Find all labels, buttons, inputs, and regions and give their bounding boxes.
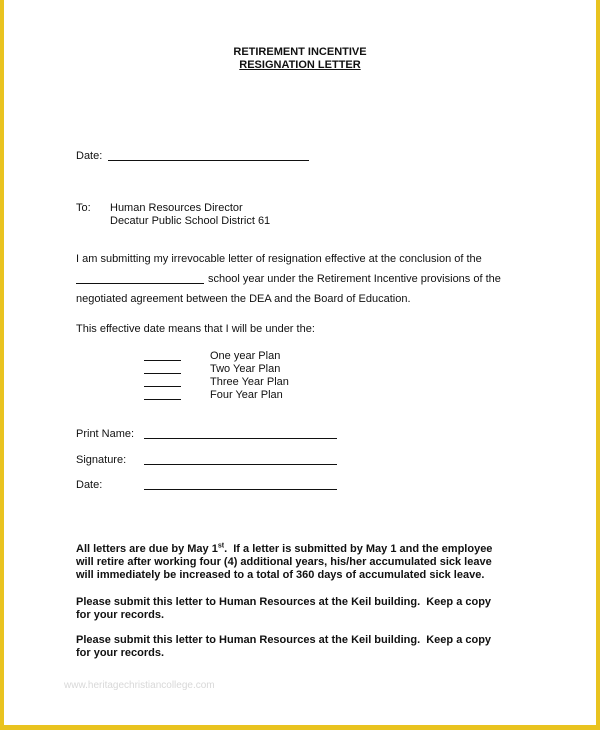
print-name-blank[interactable]: [144, 438, 337, 439]
to-label: To:: [76, 202, 91, 214]
bottom-date-blank[interactable]: [144, 489, 337, 490]
body-line-2: school year under the Retirement Incentive provisions of the: [208, 273, 501, 285]
school-year-blank[interactable]: [76, 283, 204, 284]
effective-text: This effective date means that I will be under the:: [76, 323, 315, 335]
signature-label: Signature:: [76, 454, 127, 466]
title-line-1: RETIREMENT INCENTIVE: [233, 46, 367, 58]
plan-blank-4[interactable]: [144, 399, 181, 400]
submit-1-line-1: Please submit this letter to Human Resources at the Keil building. Keep a copy: [76, 596, 492, 608]
title-line-2: RESIGNATION LETTER: [239, 59, 361, 71]
plan-label-2: Two Year Plan: [210, 363, 281, 375]
notice-line-3: will immediately be increased to a total of 360 days of accumulated sick leave.: [76, 569, 485, 581]
signature-blank[interactable]: [144, 464, 337, 465]
date-label: Date:: [76, 150, 103, 162]
print-name-label: Print Name:: [76, 428, 135, 440]
notice-line-2: will retire after working four (4) additional years, his/her accumulated sick leave: [76, 556, 492, 568]
document-page: [4, 0, 596, 725]
bottom-date-label: Date:: [76, 479, 103, 491]
to-line-2: Decatur Public School District 61: [110, 215, 271, 227]
plan-label-1: One year Plan: [210, 350, 281, 362]
plan-blank-3[interactable]: [144, 386, 181, 387]
watermark-text: www.heritagechristiancollege.com: [64, 680, 215, 691]
submit-2-line-2: for your records.: [76, 647, 165, 659]
date-blank[interactable]: [108, 160, 309, 161]
body-line-3: negotiated agreement between the DEA and the Board of Education.: [76, 293, 411, 305]
plan-label-3: Three Year Plan: [210, 376, 289, 388]
submit-1-line-2: for your records.: [76, 609, 165, 621]
submit-2-line-1: Please submit this letter to Human Resources at the Keil building. Keep a copy: [76, 634, 492, 646]
body-line-1: I am submitting my irrevocable letter of resignation effective at the conclusion of the: [76, 253, 482, 265]
plan-label-4: Four Year Plan: [210, 389, 283, 401]
plan-blank-2[interactable]: [144, 373, 181, 374]
plan-blank-1[interactable]: [144, 360, 181, 361]
to-line-1: Human Resources Director: [110, 202, 243, 214]
notice-line-1: All letters are due by May 1st. If a letter is submitted by May 1 and the employee: [76, 542, 493, 555]
